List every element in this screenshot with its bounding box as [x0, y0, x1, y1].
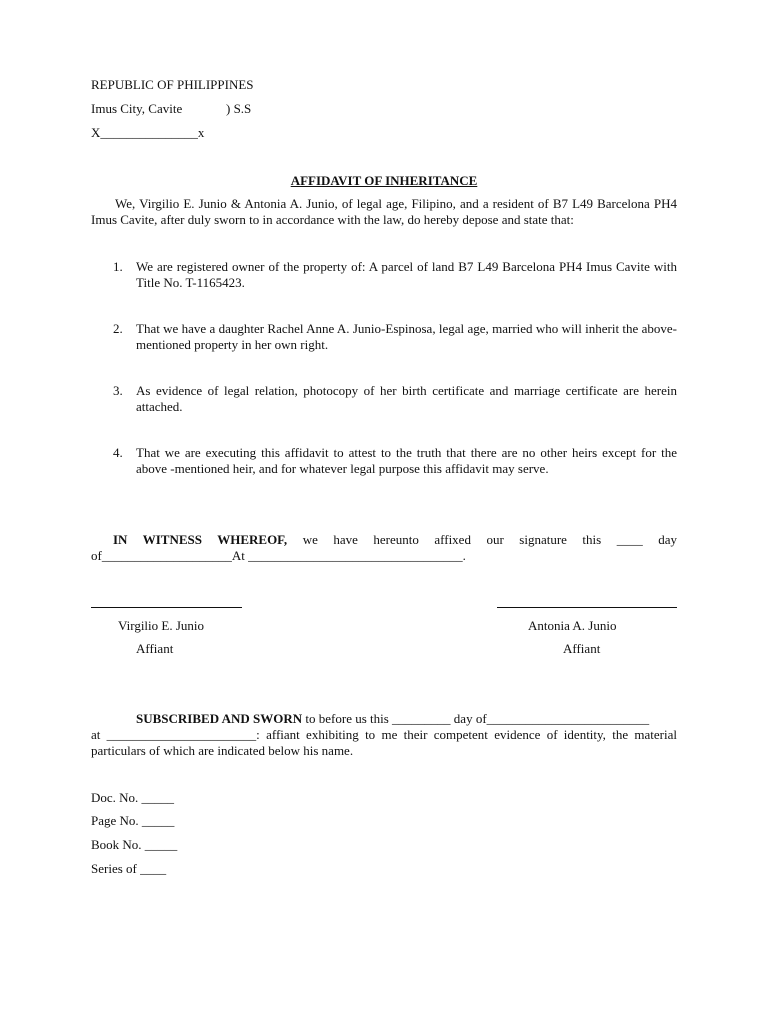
item-text: We are registered owner of the property of: A parcel of land B7 L49 Barcelona PH4 Imus Cavite with Title No. T-1165423. — [136, 259, 677, 290]
ss-text: ) S.S — [226, 101, 252, 116]
book-no: Book No. _____ — [91, 837, 178, 852]
witness-line-1 — [91, 532, 677, 548]
signatory-role-left: Affiant — [136, 641, 174, 656]
subscribed-lead: SUBSCRIBED AND SWORN — [136, 711, 303, 726]
page-no: Page No. _____ — [91, 813, 175, 828]
intro-paragraph: We, Virgilio E. Junio & Antonia A. Junio, of legal age, Filipino, and a resident of B7 L49 Barcelona PH4 Imus Cavite, after duly sworn to in accordance with the law, do hereby depose and state that: — [91, 196, 677, 227]
document-title: AFFIDAVIT OF INHERITANCE — [290, 173, 478, 188]
x-line: X_______________x — [91, 125, 205, 140]
item-text: As evidence of legal relation, photocopy of her birth certificate and marriage certificate are herein attached. — [136, 383, 677, 414]
signature-line-left — [91, 607, 242, 608]
item-number: 3. — [113, 383, 123, 398]
witness-line-2: of____________________At _________________________________. — [91, 548, 466, 563]
item-number: 2. — [113, 321, 123, 336]
signatory-name-right: Antonia A. Junio — [528, 618, 617, 633]
signature-line-right — [497, 607, 677, 608]
doc-no: Doc. No. _____ — [91, 790, 175, 805]
subscribed-line-1 — [136, 711, 649, 727]
item-number: 4. — [113, 445, 123, 460]
republic-heading: REPUBLIC OF PHILIPPINES — [91, 77, 254, 92]
witness-rest: we have hereunto affixed our signature this ____ day — [287, 532, 677, 547]
item-text: That we have a daughter Rachel Anne A. Junio-Espinosa, legal age, married who will inherit the above-mentioned property in her own right. — [136, 321, 677, 352]
subscribed-line-3: particulars of which are indicated below his name. — [91, 743, 354, 758]
signatory-role-right: Affiant — [563, 641, 601, 656]
signatory-name-left: Virgilio E. Junio — [118, 618, 205, 633]
item-text: That we are executing this affidavit to attest to the truth that there are no other heirs except for the above -mentioned heir, and for whatever legal purpose this affidavit may serve. — [136, 445, 677, 476]
subscribed-rest: to before us this _________ day of_________________________ — [302, 711, 650, 726]
witness-lead: IN WITNESS WHEREOF, — [113, 532, 288, 547]
item-number: 1. — [113, 259, 123, 274]
series-of: Series of ____ — [91, 861, 167, 876]
subscribed-line-2: at _______________________: affiant exhibiting to me their competent evidence of identity, the material — [91, 727, 677, 742]
venue-text: Imus City, Cavite — [91, 101, 183, 116]
